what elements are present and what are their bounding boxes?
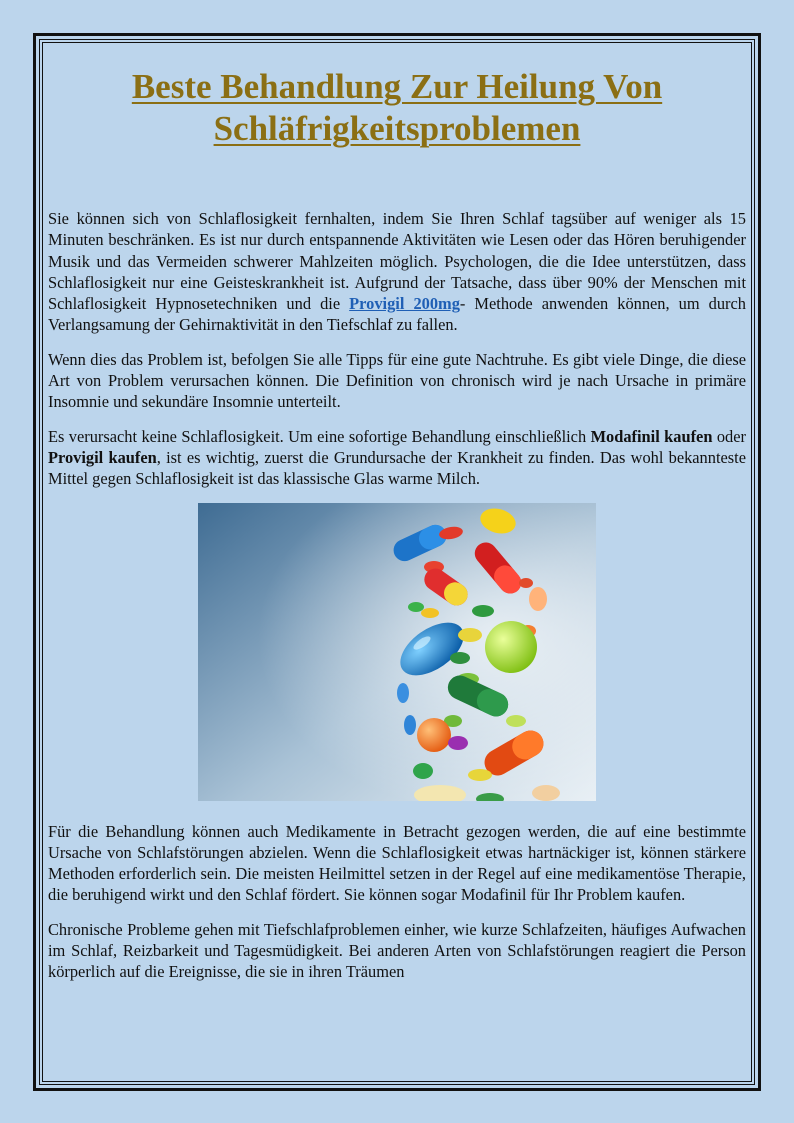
paragraph-1-text-end: - Methode anwenden können, um durch Verlangsamung der Gehirnaktivität in den Tiefschlaf zu fallen. (48, 294, 746, 335)
paragraph-3-text-mid: oder (712, 426, 746, 446)
paragraph-3 (48, 426, 746, 490)
provigil-200mg-link[interactable]: Provigil 200mg (349, 294, 460, 314)
paragraph-4: Für die Behandlung können auch Medikamente in Betracht gezogen werden, die auf eine bestimmte Ursache von Schlafstörungen abzielen. Wenn die Schlaflosigkeit etwas hartnäckiger ist, können stärkere Methoden erforderlich sein. Die meisten Heilmittel setzen in der Regel auf eine medikamentöse Therapie, die beruhigend wirkt und den Schlaf fördert. Sie können sogar Modafinil für Ihr Problem kaufen. (48, 821, 746, 905)
paragraph-3-text: Es verursacht keine Schlaflosigkeit. Um eine sofortige Behandlung einschließlich (48, 426, 591, 446)
document-content (48, 48, 746, 1078)
paragraph-2: Wenn dies das Problem ist, befolgen Sie alle Tipps für eine gute Nachtruhe. Es gibt viele Dinge, die diese Art von Problem verursachen können. Die Definition von chronisch wird je nach Ursache in primäre Insomnie und sekundäre Insomnie unterteilt. (48, 349, 746, 412)
paragraph-3-text-end: , ist es wichtig, zuerst die Grundursache der Krankheit zu finden. Das wohl bekannteste Mittel gegen Schlaflosigkeit ist das klassische Glas warme Milch. (48, 447, 746, 489)
lime-ball (485, 621, 537, 673)
paragraph-1 (48, 208, 746, 336)
modafinil-kaufen-bold: Modafinil kaufen (590, 426, 713, 446)
provigil-kaufen-bold: Provigil kaufen (48, 447, 157, 467)
pills-image (198, 503, 596, 801)
paragraph-1-text: Sie können sich von Schlaflosigkeit fernhalten, indem Sie Ihren Schlaf tagsüber auf weniger als 15 Minuten beschränken. Es ist nur durch entspannende Aktivitäten wie Lesen oder das Hören beruhigender Musik und das Vermeiden schwerer Mahlzeiten möglich. Psychologen, die die Idee unterstützen, dass Schlaflosigkeit nur eine Geisteskrankheit ist. Aufgrund der Tatsache, dass über 90% der Menschen mit Schlaflosigkeit Hypnosetechniken und die (48, 209, 746, 314)
page-title: Beste Behandlung Zur Heilung Von Schläfrigkeitsproblemen (131, 67, 663, 148)
paragraph-5: Chronische Probleme gehen mit Tiefschlafproblemen einher, wie kurze Schlafzeiten, häufiges Aufwachen im Schlaf, Reizbarkeit und Tagesmüdigkeit. Bei anderen Arten von Schlafstörungen reagiert die Person körperlich auf die Ereignisse, die sie in ihren Träumen (48, 919, 746, 982)
